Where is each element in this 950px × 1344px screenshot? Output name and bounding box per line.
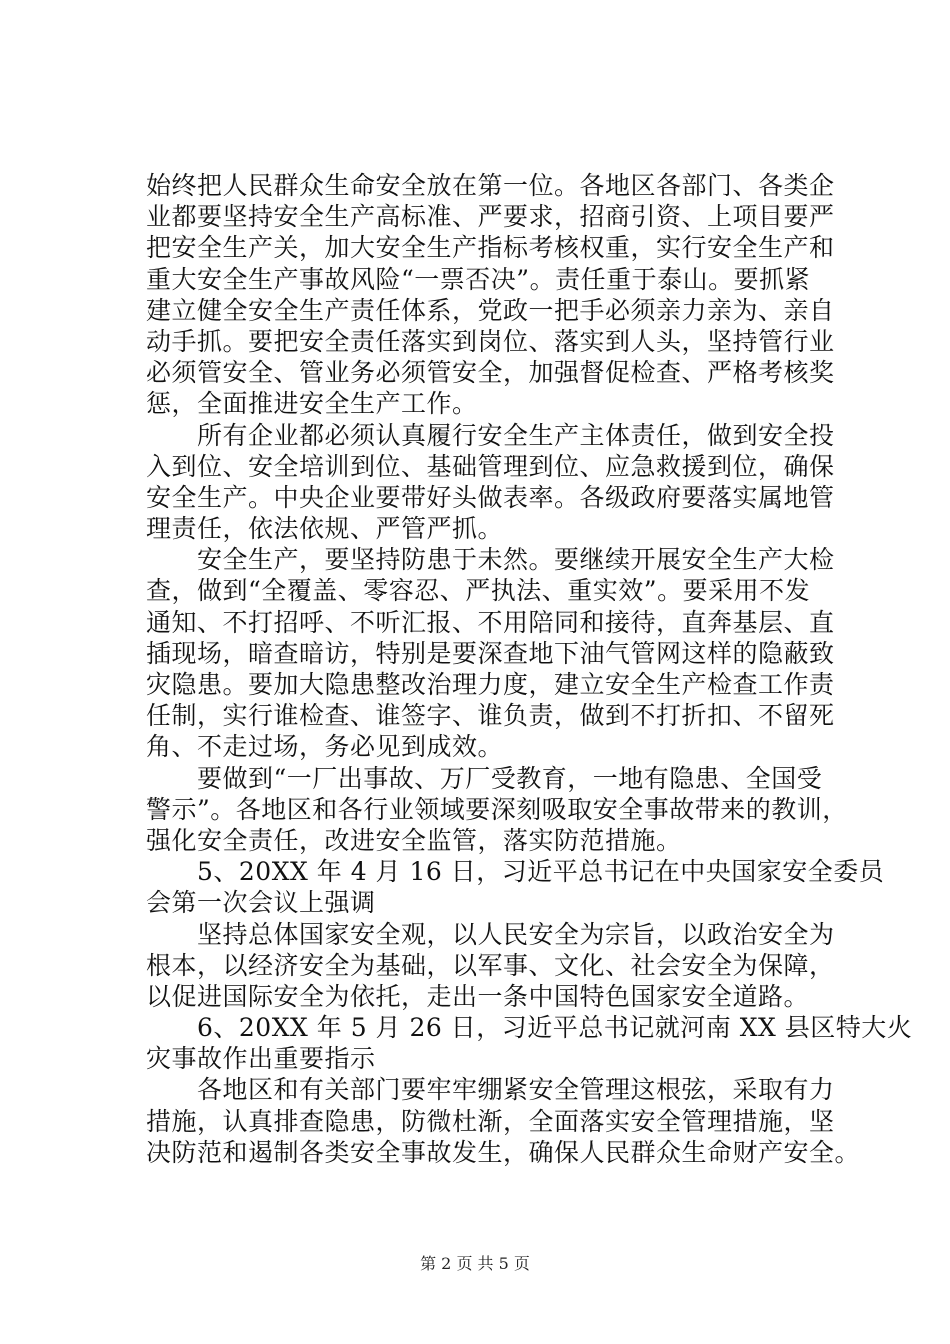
text-line: 任制，实行谁检查、谁签字、谁负责，做到不打折扣、不留死 [146,701,835,731]
text-line: 警示”。各地区和各行业领域要深刻吸取安全事故带来的教训， [146,794,848,824]
text-line: 5、20XX 年 4 月 16 日，习近平总书记在中央国家安全委员 [146,857,885,887]
text-line: 建立健全安全生产责任体系，党政一把手必须亲力亲为、亲自 [146,295,835,325]
text-line: 重大安全生产事故风险“一票否决”。责任重于泰山。要抓紧 [146,264,811,294]
text-line: 插现场，暗查暗访，特别是要深查地下油气管网这样的隐蔽致 [146,638,835,668]
text-line: 安全生产。中央企业要带好头做表率。各级政府要落实属地管 [146,482,835,512]
body-text [146,170,913,1168]
text-line: 以促进国际安全为依托，走出一条中国特色国家安全道路。 [146,981,810,1011]
text-line: 惩，全面推进安全生产工作。 [146,389,478,419]
text-line: 各地区和有关部门要牢牢绷紧安全管理这根弦，采取有力 [146,1075,835,1105]
text-line: 把安全生产关，加大安全生产指标考核权重，实行安全生产和 [146,233,835,263]
text-line: 通知、不打招呼、不听汇报、不用陪同和接待，直奔基层、直 [146,607,835,637]
text-line: 理责任，依法依规、严管严抓。 [146,514,504,544]
text-line: 坚持总体国家安全观，以人民安全为宗旨，以政治安全为 [146,919,835,949]
text-line: 决防范和遏制各类安全事故发生，确保人民群众生命财产安全。 [146,1137,861,1167]
page-number-footer: 第 2 页 共 5 页 [420,1254,530,1273]
text-line: 会第一次会议上强调 [146,888,376,918]
text-line: 根本，以经济安全为基础，以军事、文化、社会安全为保障， [146,950,835,980]
text-line: 要做到“一厂出事故、万厂受教育，一地有隐患、全国受 [146,763,823,793]
text-line: 动手抓。要把安全责任落实到岗位、落实到人头，坚持管行业 [146,326,835,356]
text-line: 角、不走过场，务必见到成效。 [146,732,504,762]
text-line: 业都要坚持安全生产高标准、严要求，招商引资、上项目要严 [146,202,835,232]
text-line: 6、20XX 年 5 月 26 日，习近平总书记就河南 XX 县区特大火 [146,1013,913,1043]
text-line: 灾事故作出重要指示 [146,1044,376,1074]
text-line: 强化安全责任，改进安全监管，落实防范措施。 [146,825,682,855]
text-line: 所有企业都必须认真履行安全生产主体责任，做到安全投 [146,420,835,450]
text-line: 必须管安全、管业务必须管安全，加强督促检查、严格考核奖 [146,358,835,388]
text-line: 始终把人民群众生命安全放在第一位。各地区各部门、各类企 [146,171,835,200]
text-line: 安全生产，要坚持防患于未然。要继续开展安全生产大检 [146,545,835,575]
text-line: 入到位、安全培训到位、基础管理到位、应急救援到位，确保 [146,451,835,481]
text-line: 措施，认真排查隐患，防微杜渐，全面落实安全管理措施，坚 [146,1106,835,1136]
text-line: 查，做到“全覆盖、零容忍、严执法、重实效”。要采用不发 [146,576,811,606]
text-line: 灾隐患。要加大隐患整改治理力度，建立安全生产检查工作责 [146,670,835,699]
